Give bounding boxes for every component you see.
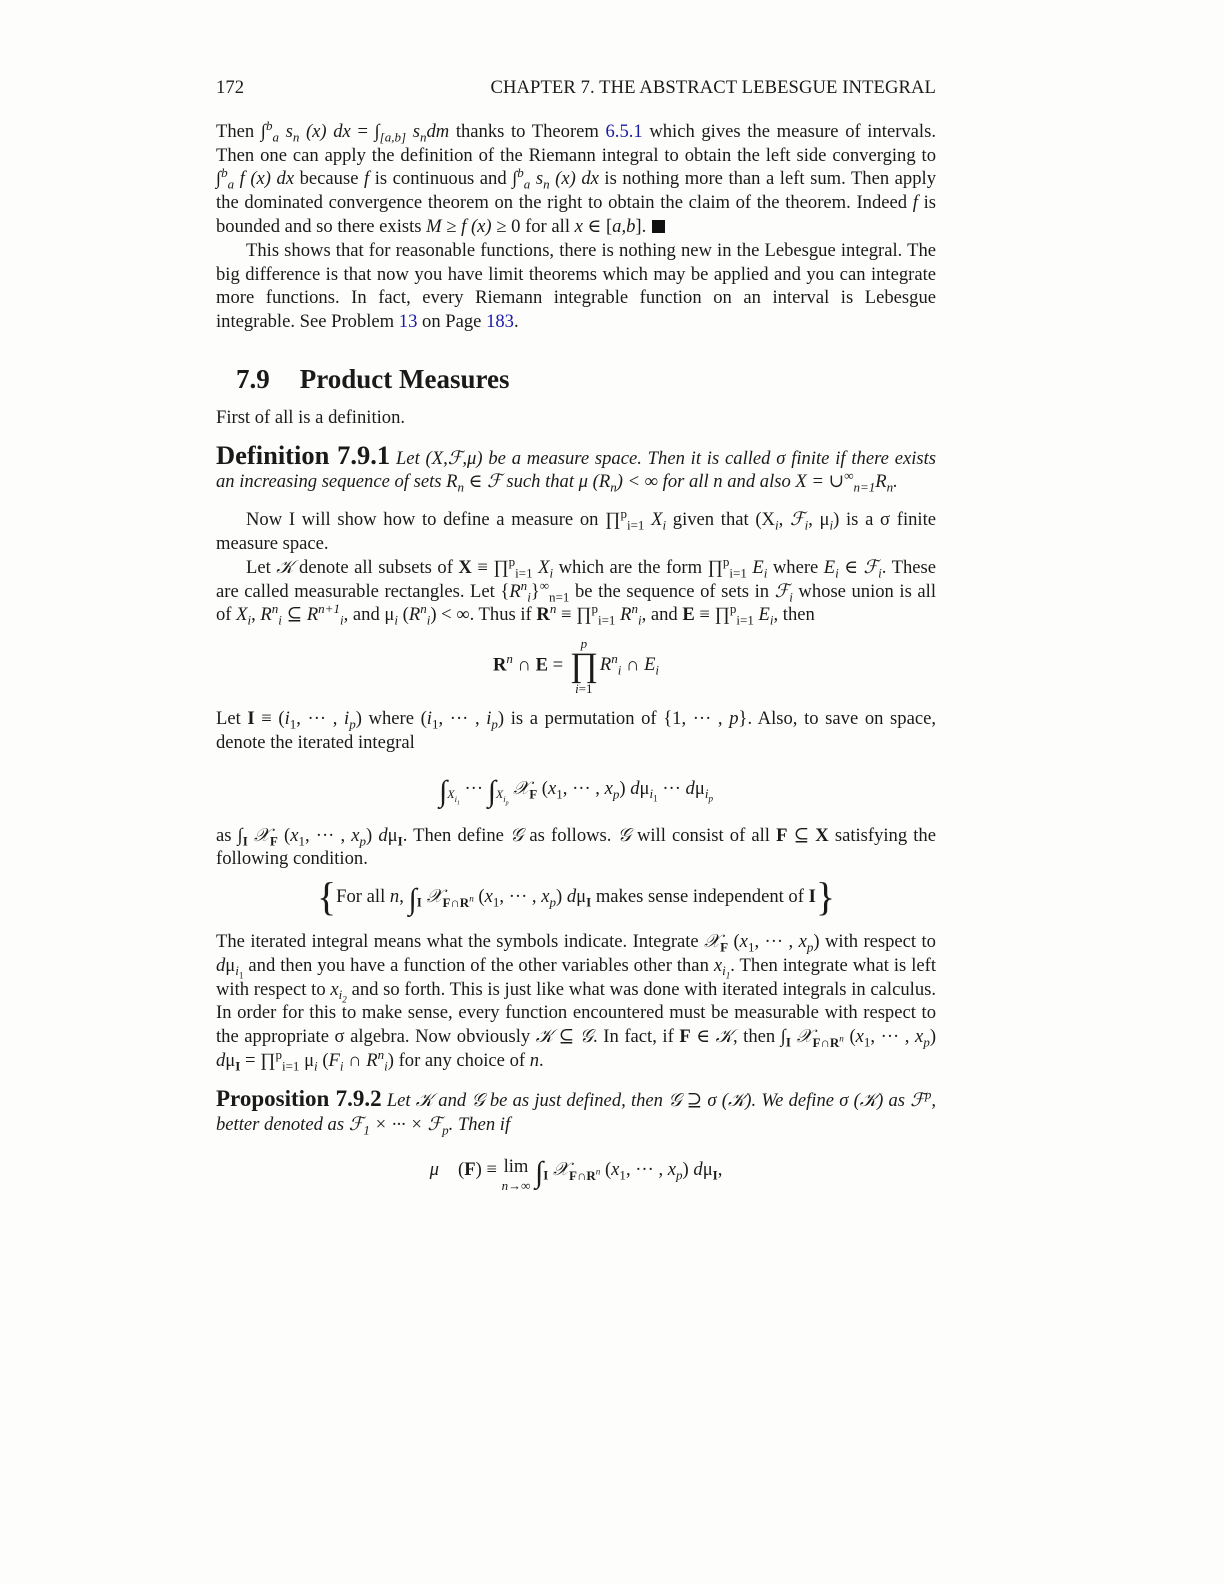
proposition-block: Proposition 7.9.2 Let 𝒦 and 𝒢 be as just defined, then 𝒢 ⊇ σ (𝒦). We define σ (𝒦) as ℱ$^p$, better denoted as ℱ$_1$ × ··· × ℱ$_p$. Then if xyxy=(216,1085,936,1138)
display-equation-rectangles: $R^n$ ∩ E = p ∏ i=1 $R^n_i$ ∩ $E_i$ xyxy=(492,636,660,697)
section-number: 7.9 xyxy=(236,363,270,394)
running-header xyxy=(216,76,936,100)
paragraph-define-G: as $\int_I$ 𝒳$_F$ ($x_1$, ··· , $x_p$) $d\mu_I$. Then define 𝒢 as follows. 𝒢 will consist of all F ⊆ X satisfying the following condition. xyxy=(216,824,936,870)
page-link[interactable]: 183 xyxy=(486,311,514,333)
chapter-title: CHAPTER 7. THE ABSTRACT LEBESGUE INTEGRAL xyxy=(490,77,936,98)
display-product-measure: μ⃗ (F) ≡ lim n→∞ $\int_I$ 𝒳$_{F\cap R^n}$ ($x_1$, ··· , $x_p$) $d\mu_I$, xyxy=(429,1156,723,1193)
page-number: 172 xyxy=(216,77,245,98)
page xyxy=(216,76,936,1192)
display-iterated-integral: $\int_{X_{i_1}}$ ··· $\int_{X_{i_p}}$ 𝒳$_F$ ($x_1$, ··· , $x_p$) $d\mu_{i_1}$ ··· $d\mu_{i_p}$ xyxy=(439,774,713,808)
definition-block: Definition 7.9.1 Let (X,ℱ,μ) be a measure space. Then it is called σ finite if there exists an increasing sequence of sets $R_n$ ∈ ℱ such that μ $(R_n)$ < ∞ for all n and also $X = \cup^\infty_{n=1}R_n$. xyxy=(216,439,936,496)
qed-square-icon xyxy=(652,220,665,233)
definition-label: Definition 7.9.1 xyxy=(216,439,391,470)
display-condition: {For all n, $\int_I$ 𝒳$_{F\cap R^n}$ ($x_1$, ··· , $x_p$) $d\mu_I$ makes sense independent of I} xyxy=(316,874,836,920)
paragraph-rectangles: Let 𝒦 denote all subsets of X ≡ ∏$^p_{i=1}$ $X_i$ which are the form ∏$^p_{i=1}$ $E_i$ where $E_i$ ∈ ℱ$_i$. These are called measurable rectangles. Let $\{R^n_i\}^\infty_{n=1}$ be the sequence of sets in ℱ$_i$ whose union is all of $X_i$, $R^n_i$ ⊆ $R^{n+1}_i$, and $\mu_i$ $(R^n_i)$ < ∞. Thus if $R^n$ ≡ ∏$^p_{i=1}$ $R^n_i$, and E ≡ ∏$^p_{i=1}$ $E_i$, then xyxy=(216,553,937,629)
paragraph-permutation: Let $I \equiv (i_1$, ··· , $i_p$) where ($i_1$, ··· , $i_p$) is a permutation of {1, ··· , p}. Also, to save on space, denote the iterated integral xyxy=(216,708,936,753)
paragraph-iterated-meaning: The iterated integral means what the symbols indicate. Integrate 𝒳$_F$ ($x_1$, ··· , $x_p$) with respect to $d\mu_{i_1}$ and then you have a function of the other variables other than $x_{i_1}$. Then integrate what is left with respect to $x_{i_2}$ and so forth. This is just like what was done with iterated integrals in calculus. In order for this to make sense, every function encountered must be measurable with respect to the appropriate σ algebra. Now obviously 𝒦 ⊆ 𝒢. In fact, if F ∈ 𝒦, then $\int_I$ 𝒳$_{F\cap R^n}$ ($x_1$, ··· , $x_p$) $d\mu_I$ = ∏$^p_{i=1}$ $\mu_i$ ($F_i$ ∩ $R^n_i$) for any choice of n. xyxy=(216,930,937,1074)
paragraph-reasonable-functions: This shows that for reasonable functions, there is nothing new in the Lebesgue integral. The big difference is that now you have limit theorems which may be applied and you can integrate more functions. In fact, every Riemann integrable function on an interval is Lebesgue integrable. See Problem 13 on Page 183. xyxy=(216,239,936,333)
section-heading xyxy=(236,363,936,394)
intro-line: First of all is a definition. xyxy=(216,406,406,428)
paragraph-proof-end: Then ∫$^b_a$ $s_n$ (x) dx = $\int_{[a,b]}$ $s_ndm$ thanks to Theorem 6.5.1 which gives the measure of intervals. Then one can apply the definition of the Riemann integral to obtain the left side converging to ∫$^b_a$ f (x) dx because f is continuous and ∫$^b_a$ $s_n$ (x) dx is nothing more than a left sum. Then apply the dominated convergence theorem on the right to obtain the claim of the theorem. Indeed f is bounded and so there exists M ≥ f (x) ≥ 0 for all x ∈ [a,b]. xyxy=(216,117,936,237)
proposition-label: Proposition 7.9.2 xyxy=(216,1085,382,1111)
paragraph-define-measure: Now I will show how to define a measure on ∏$^p_{i=1}$ $X_i$ given that ($X_i$, ℱ$_i$, $\mu_i$) is a σ finite measure space. xyxy=(216,505,936,554)
theorem-link[interactable]: 6.5.1 xyxy=(605,120,643,142)
section-title: Product Measures xyxy=(299,363,510,394)
problem-link[interactable]: 13 xyxy=(398,311,418,333)
